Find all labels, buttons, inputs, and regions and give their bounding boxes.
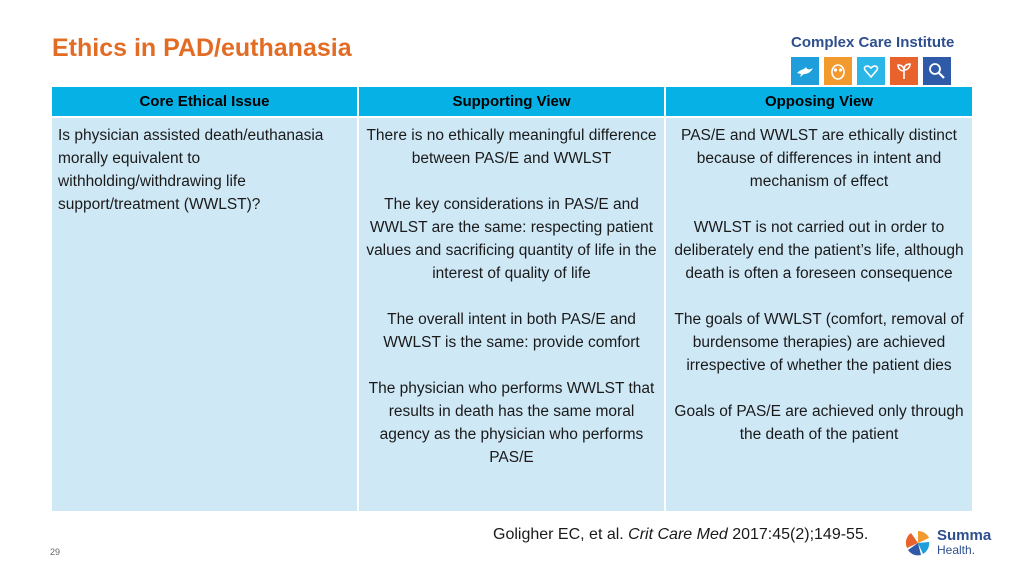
logo-text: Complex Care Institute — [791, 34, 955, 51]
supporting-point: The overall intent in both PAS/E and WWLST is the same: provide comfort — [383, 311, 640, 351]
opposing-point: Goals of PAS/E are achieved only through the death of the patient — [674, 403, 964, 443]
supporting-point: There is no ethically meaningful difference between PAS/E and WWLST — [366, 127, 657, 167]
owl-icon — [824, 57, 852, 85]
header-opposing-view: Opposing View — [665, 87, 972, 117]
ethics-comparison-table — [52, 87, 972, 511]
citation — [493, 526, 868, 544]
supporting-view-cell — [358, 117, 665, 511]
supporting-point: The physician who performs WWLST that results in death has the same moral agency as the physician who performs PAS/E — [368, 380, 655, 466]
summa-health-logo — [903, 528, 991, 558]
heart-hands-icon — [857, 57, 885, 85]
summa-health: Health. — [937, 543, 976, 557]
opposing-view-cell — [665, 117, 972, 511]
header-core-ethical-issue: Core Ethical Issue — [52, 87, 358, 117]
issue-cell — [52, 117, 358, 511]
summa-pinwheel-icon — [903, 528, 933, 558]
opposing-point: WWLST is not carried out in order to deliberately end the patient’s life, although death is often a foreseen consequence — [674, 219, 964, 282]
header-supporting-view: Supporting View — [358, 87, 665, 117]
citation-authors: Goligher EC, et al. — [493, 526, 629, 543]
summa-name: Summa — [937, 527, 992, 544]
citation-details: 2017:45(2);149-55. — [727, 526, 869, 543]
issue-text: Is physician assisted death/euthanasia morally equivalent to withholding/withdrawing life support/treatment (WWLST)? — [58, 127, 324, 213]
dove-icon — [791, 57, 819, 85]
citation-journal: Crit Care Med — [628, 526, 728, 543]
complex-care-institute-logo — [791, 34, 973, 85]
opposing-point: PAS/E and WWLST are ethically distinct because of differences in intent and mechanism of effect — [681, 127, 957, 190]
page-number: 29 — [50, 547, 61, 557]
magnifier-icon — [923, 57, 951, 85]
page-title: Ethics in PAD/euthanasia — [52, 34, 352, 62]
opposing-point: The goals of WWLST (comfort, removal of burdensome therapies) are achieved irrespective of whether the patient dies — [674, 311, 964, 374]
sprout-icon — [890, 57, 918, 85]
supporting-point: The key considerations in PAS/E and WWLST are the same: respecting patient values and sacrificing quantity of life in the interest of quality of life — [366, 196, 657, 282]
